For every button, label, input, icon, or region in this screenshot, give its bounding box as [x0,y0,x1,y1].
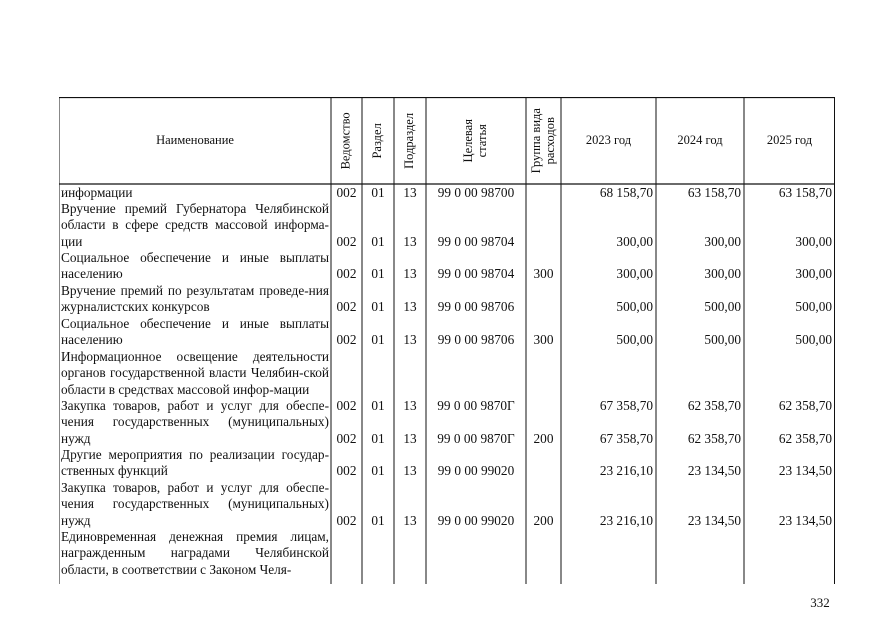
row-y2025: 500,00 [795,332,832,348]
table-row [59,201,835,250]
row-target: 99 0 00 98704 [437,266,515,282]
header-expense-group [526,97,561,184]
row-y2024: 300,00 [704,233,741,249]
header-target-line2: статья [475,123,489,158]
row-dept: 002 [336,299,357,315]
row-section: 01 [371,233,385,249]
header-dept: Ведомство [338,111,353,170]
row-name: Закупка товаров, работ и услуг для обеспе-чения государственных (муниципальных) нужд [61,480,329,528]
row-y2024: 62 358,70 [687,398,741,414]
row-name: Информационное освещение деятельности органов государственной власти Челябин-ской области в средствах массовой инфор-мации [61,349,329,397]
row-dept: 002 [336,233,357,249]
row-dept: 002 [336,185,357,200]
row-y2025: 500,00 [795,299,832,315]
row-exp: 300 [533,266,554,282]
row-subsection: 13 [403,512,417,528]
row-subsection: 13 [403,233,417,249]
header-name: Наименование [156,132,234,147]
header-target-article [426,97,526,184]
row-name: информации [61,185,133,200]
page-number: 332 [810,595,830,610]
row-y2024: 63 158,70 [687,185,741,200]
row-target: 99 0 00 99020 [437,463,515,479]
row-y2024: 23 134,50 [687,463,741,479]
row-y2024: 500,00 [704,299,741,315]
row-target: 99 0 00 9870Г [437,430,515,446]
row-name: Вручение премий по результатам проведе-ния журналистских конкурсов [61,283,329,315]
row-y2023: 500,00 [616,299,653,315]
table-row [59,529,835,578]
header-target-line1: Целевая [461,118,476,163]
row-y2023: 68 158,70 [599,185,653,200]
row-y2024: 62 358,70 [687,430,741,446]
row-y2025: 300,00 [795,233,832,249]
row-name: Единовременная денежная премия лицам, награжденным наградами Челябинской области, в соответствии с Законом Челя- [61,529,329,577]
row-exp: 200 [533,430,554,446]
row-exp: 200 [533,512,554,528]
row-subsection: 13 [403,463,417,479]
row-subsection: 13 [403,266,417,282]
row-y2023: 23 216,10 [599,512,653,528]
row-section: 01 [371,332,385,348]
row-target: 99 0 00 99020 [437,512,515,528]
row-section: 01 [371,430,385,446]
row-section: 01 [371,512,385,528]
row-target: 99 0 00 98706 [437,332,515,348]
row-y2023: 67 358,70 [599,430,653,446]
row-exp: 300 [533,332,554,348]
row-y2025: 62 358,70 [778,430,832,446]
row-y2023: 500,00 [616,332,653,348]
table-row [59,283,835,316]
header-2024: 2024 год [677,132,723,147]
row-name: Вручение премий Губернатора Челябинской области в сфере средств массовой информа-ции [61,201,329,249]
row-dept: 002 [336,512,357,528]
row-name: Закупка товаров, работ и услуг для обеспе-чения государственных (муниципальных) нужд [61,398,329,446]
row-y2024: 300,00 [704,266,741,282]
row-subsection: 13 [403,398,417,414]
row-dept: 002 [336,266,357,282]
row-y2023: 300,00 [616,233,653,249]
row-y2024: 23 134,50 [687,512,741,528]
row-y2025: 23 134,50 [778,512,832,528]
header-subsection: Подраздел [402,112,417,169]
header-2025: 2025 год [766,132,813,147]
row-section: 01 [371,266,385,282]
table-row [59,398,835,447]
row-y2025: 23 134,50 [778,463,832,479]
header-section: Раздел [370,122,385,159]
row-dept: 002 [336,463,357,479]
row-y2024: 500,00 [704,332,741,348]
row-name: Социальное обеспечение и иные выплаты населению [61,316,329,348]
row-name: Социальное обеспечение и иные выплаты населению [61,250,329,282]
table-row [59,316,835,349]
row-y2025: 62 358,70 [778,398,832,414]
row-section: 01 [371,463,385,479]
row-dept: 002 [336,430,357,446]
row-target: 99 0 00 98700 [437,185,515,200]
row-y2023: 23 216,10 [599,463,653,479]
row-name: Другие мероприятия по реализации государ-ственных функций [61,447,329,479]
row-target: 99 0 00 98706 [437,299,515,315]
header-exp-line1: Группа вида [528,107,543,174]
table-row [59,447,835,480]
row-y2023: 300,00 [616,266,653,282]
row-target: 99 0 00 98704 [437,233,515,249]
header-exp-line2: расходов [542,116,557,165]
row-section: 01 [371,299,385,315]
budget-table [59,97,835,584]
row-dept: 002 [336,398,357,414]
table-row [59,480,835,529]
row-subsection: 13 [403,185,417,200]
row-subsection: 13 [403,332,417,348]
row-y2023: 67 358,70 [599,398,653,414]
table-row [59,185,835,201]
row-dept: 002 [336,332,357,348]
row-target: 99 0 00 9870Г [437,398,515,414]
header-2023: 2023 год [585,132,632,147]
row-y2025: 63 158,70 [778,185,832,200]
row-section: 01 [371,398,385,414]
row-section: 01 [371,185,385,200]
table-row [59,250,835,283]
row-subsection: 13 [403,299,417,315]
row-subsection: 13 [403,430,417,446]
row-y2025: 300,00 [795,266,832,282]
